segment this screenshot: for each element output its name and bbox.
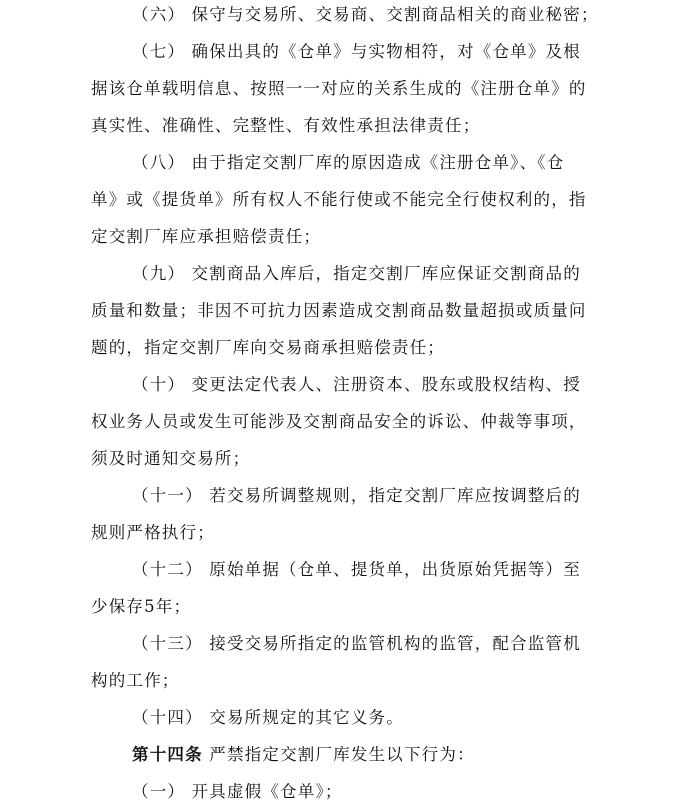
text-line: 少保存5年； [91, 597, 192, 616]
text-line: （十二） 原始单据（仓单、提货单，出货原始凭据等）至 [132, 560, 581, 579]
text-line: （十四） 交易所规定的其它义务。 [132, 708, 404, 727]
text-line: 单》或《提货单》所有权人不能行使或不能完全行使权利的，指 [91, 190, 587, 209]
text-line: 题的，指定交割厂库向交易商承担赔偿责任； [91, 338, 445, 357]
text-line: 构的工作； [91, 671, 180, 690]
text-line: （一） 开具虚假《仓单》； [132, 782, 343, 801]
text-line: 须及时通知交易所； [91, 449, 251, 468]
text-line: 定交割厂库应承担赔偿责任； [91, 227, 322, 246]
text-line: （十三） 接受交易所指定的监管机构的监管，配合监管机 [132, 634, 581, 653]
text-line: （八） 由于指定交割厂库的原因造成《注册仓单》、《仓 [132, 153, 565, 172]
article-number: 第十四条 [132, 745, 203, 764]
article-text: 严禁指定交割厂库发生以下行为： [209, 745, 475, 764]
text-line: （九） 交割商品入库后，指定交割厂库应保证交割商品的 [132, 264, 581, 283]
text-line: （七） 确保出具的《仓单》与实物相符，对《仓单》及根 [132, 42, 581, 61]
text-line: （十一） 若交易所调整规则，指定交割厂库应按调整后的 [132, 486, 581, 505]
text-line: （六） 保守与交易所、交易商、交割商品相关的商业秘密； [132, 5, 599, 24]
text-line: 真实性、准确性、完整性、有效性承担法律责任； [91, 116, 481, 135]
text-line: 权业务人员或发生可能涉及交割商品安全的诉讼、仲裁等事项， [91, 412, 587, 431]
text-line: 规则严格执行； [91, 523, 215, 542]
text-line: （十） 变更法定代表人、注册资本、股东或股权结构、授 [132, 375, 581, 394]
text-line: 质量和数量；非因不可抗力因素造成交割商品数量超损或质量问 [91, 301, 587, 320]
text-line: 据该仓单载明信息、按照一一对应的关系生成的《注册仓单》的 [91, 79, 587, 98]
article-heading-line [0, 745, 692, 765]
